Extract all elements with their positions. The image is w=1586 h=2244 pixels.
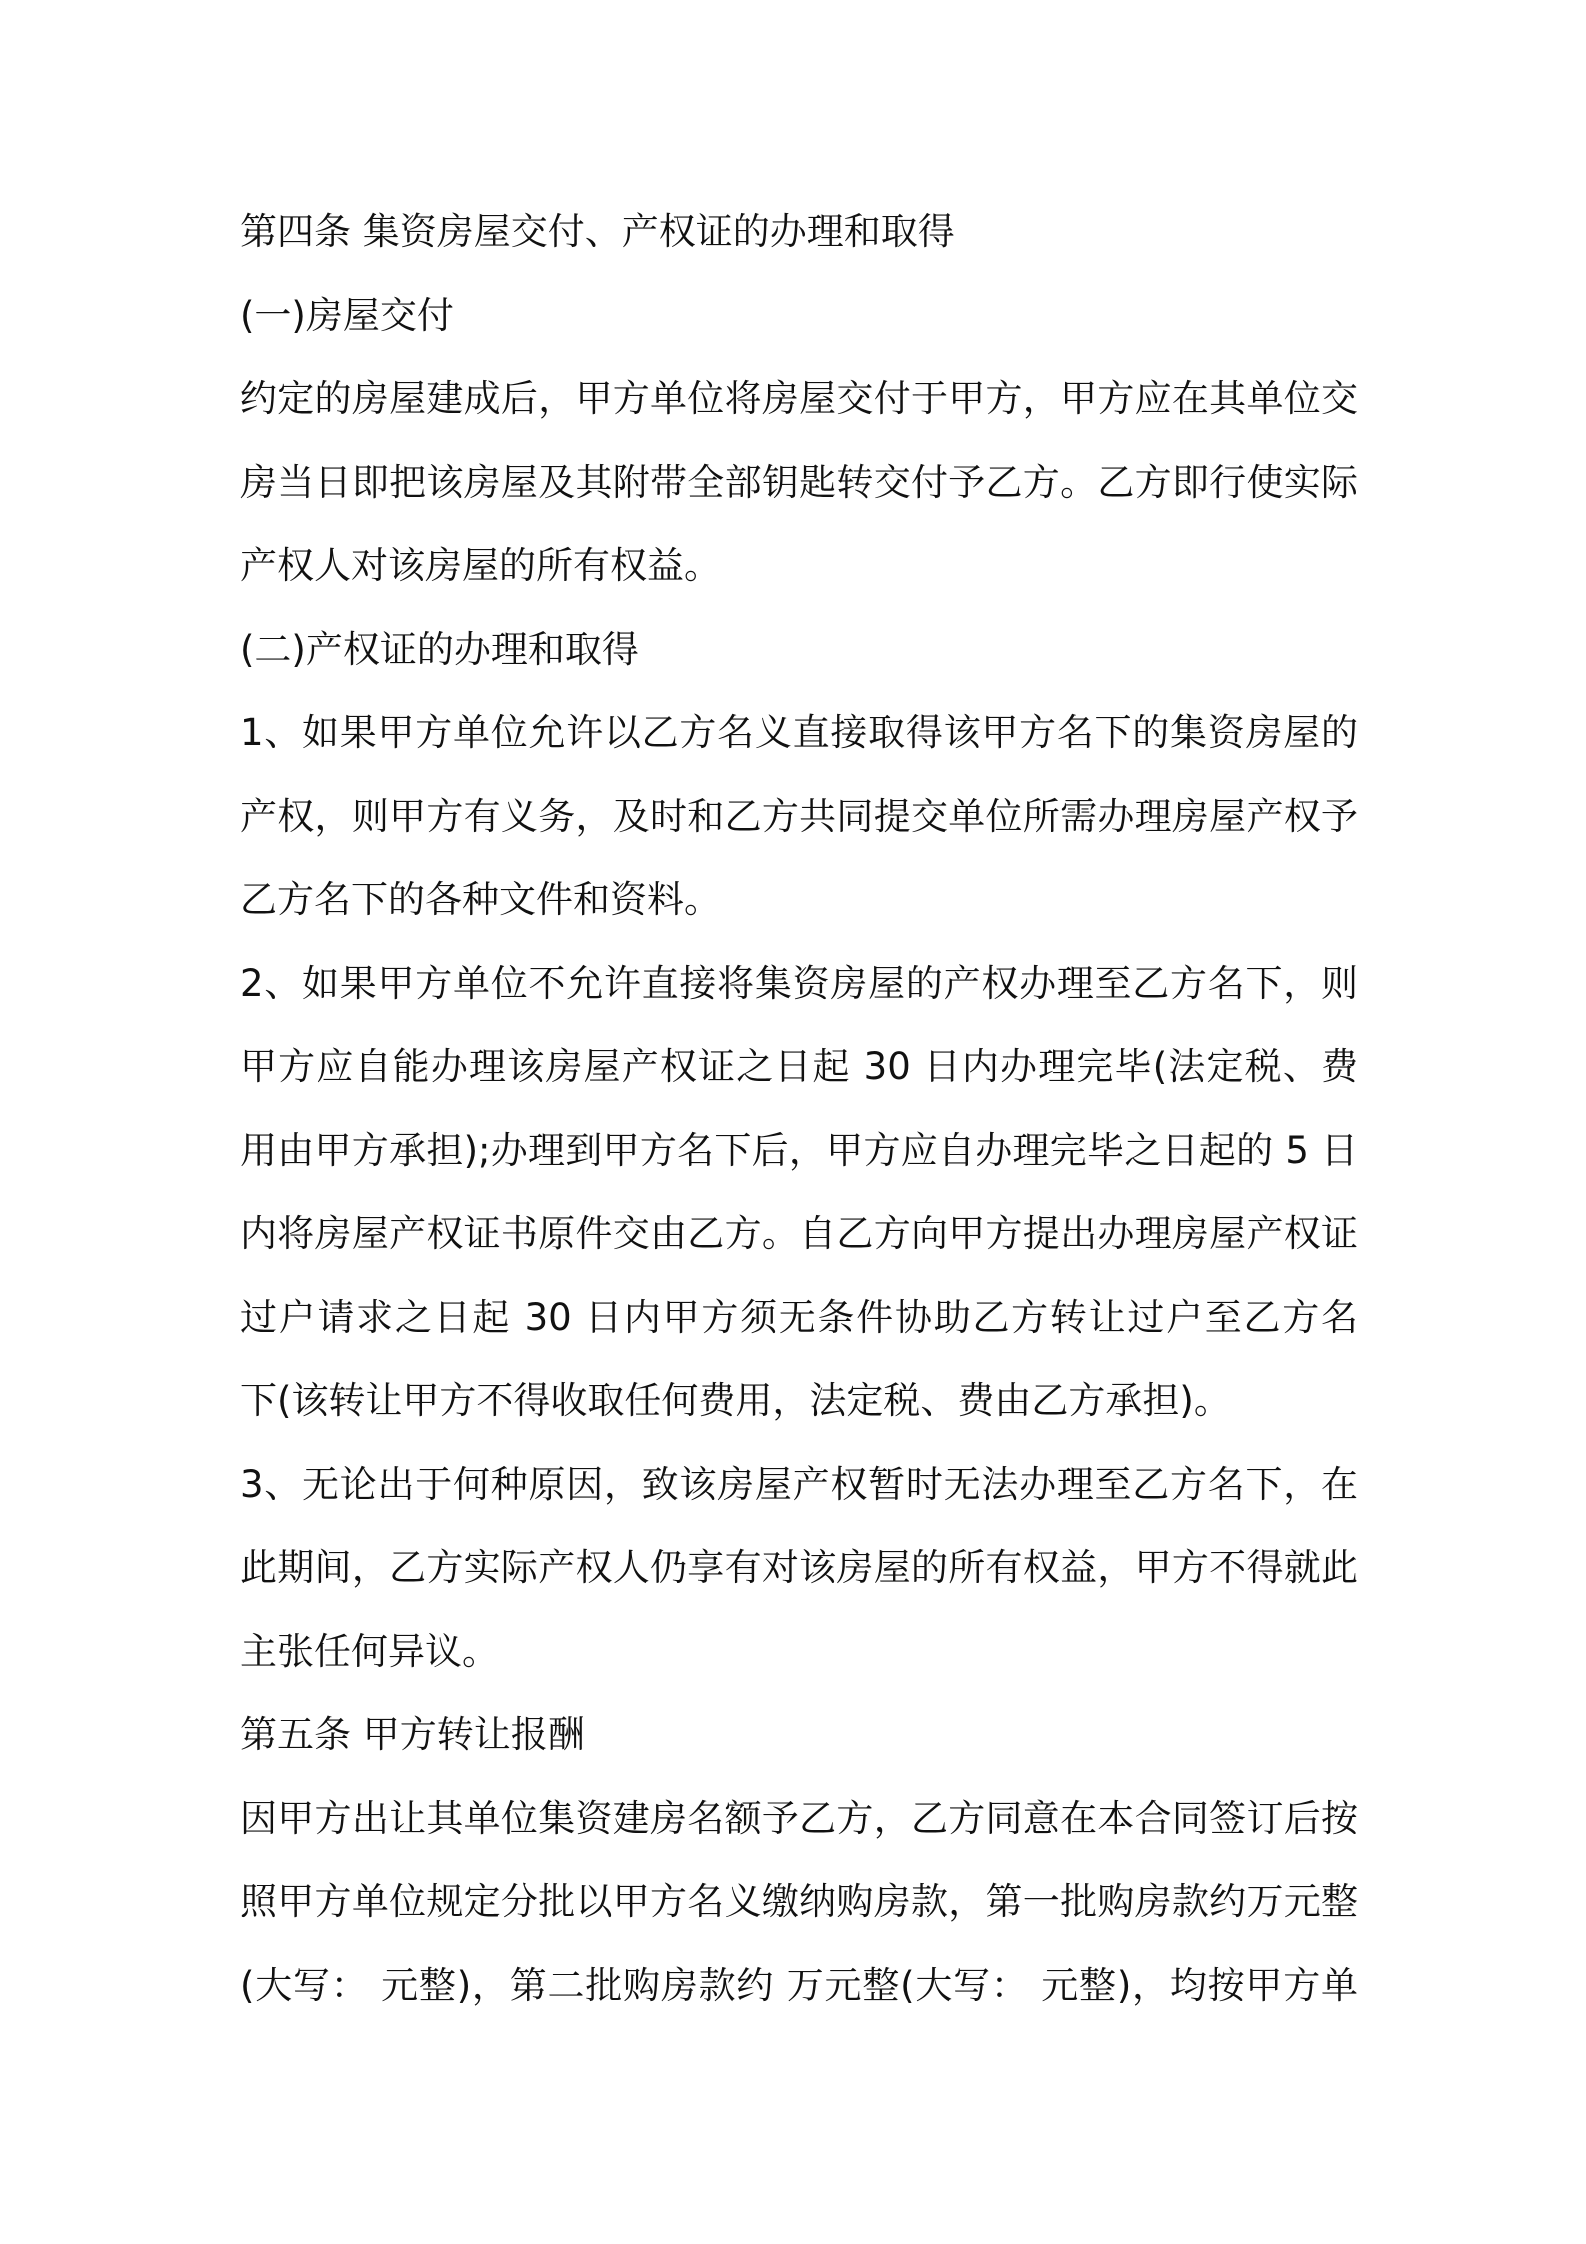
paragraph-line: 乙方名下的各种文件和资料。 <box>240 878 721 921</box>
paragraph-line: 过户请求之日起 30 日内甲方须无条件协助乙方转让过户至乙方名 <box>240 1295 1358 1339</box>
paragraph-line: 此期间，乙方实际产权人仍享有对该房屋的所有权益，甲方不得就此 <box>240 1546 1358 1589</box>
paragraph-line: 约定的房屋建成后，甲方单位将房屋交付于甲方，甲方应在其单位交 <box>240 377 1358 420</box>
paragraph-line: 照甲方单位规定分批以甲方名义缴纳购房款，第一批购房款约万元整 <box>240 1880 1358 1923</box>
paragraph-line: 用由甲方承担);办理到甲方名下后，甲方应自办理完毕之日起的 5 日 <box>240 1128 1358 1172</box>
paragraph-line: 主张任何异议。 <box>240 1629 499 1673</box>
paragraph-line: 房当日即把该房屋及其附带全部钥匙转交付予乙方。乙方即行使实际 <box>240 460 1358 504</box>
paragraph-line: 3、无论出于何种原因，致该房屋产权暂时无法办理至乙方名下，在 <box>240 1462 1358 1506</box>
paragraph-line: 产权人对该房屋的所有权益。 <box>240 544 721 587</box>
article-four-heading: 第四条 集资房屋交付、产权证的办理和取得 <box>240 210 955 253</box>
paragraph-line: 产权，则甲方有义务，及时和乙方共同提交单位所需办理房屋产权予 <box>240 794 1358 838</box>
paragraph-line: 因甲方出让其单位集资建房名额予乙方，乙方同意在本合同签订后按 <box>240 1796 1358 1840</box>
section-title-certificate-heading: (二)产权证的办理和取得 <box>240 627 639 671</box>
paragraph-line: 1、如果甲方单位允许以乙方名义直接取得该甲方名下的集资房屋的 <box>240 711 1358 754</box>
paragraph-line: 2、如果甲方单位不允许直接将集资房屋的产权办理至乙方名下，则 <box>240 961 1358 1005</box>
paragraph-line: 甲方应自能办理该房屋产权证之日起 30 日内办理完毕(法定税、费 <box>240 1045 1358 1088</box>
paragraph-line: 内将房屋产权证书原件交由乙方。自乙方向甲方提出办理房屋产权证 <box>240 1212 1358 1255</box>
document-body <box>240 190 1358 2027</box>
paragraph-line: (大写： 元整)，第二批购房款约 万元整(大写： 元整)，均按甲方单 <box>240 1963 1358 2007</box>
article-five-heading: 第五条 甲方转让报酬 <box>240 1713 585 1756</box>
section-house-delivery-heading: (一)房屋交付 <box>240 293 454 337</box>
paragraph-line: 下(该转让甲方不得收取任何费用，法定税、费由乙方承担)。 <box>240 1379 1231 1422</box>
